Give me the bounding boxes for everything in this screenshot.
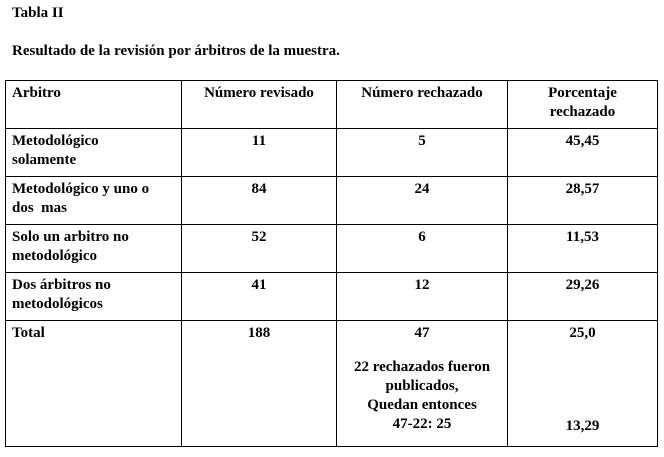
header-porcentaje-line1: Porcentaje [548, 85, 617, 101]
total-porcentaje-value: 25,0 [569, 325, 596, 341]
total-note-line: Quedan entonces [367, 397, 477, 413]
table-header-row [6, 81, 658, 129]
cell-arbitro [6, 129, 182, 177]
cell-arbitro-line2: solamente [12, 152, 77, 168]
cell-arbitro-line2: metodológicos [12, 296, 103, 312]
header-numero-rechazado: Número rechazado [337, 81, 508, 129]
total-note-line: publicados, [385, 378, 459, 394]
total-note-line: 47-22: 25 [392, 416, 452, 432]
table-row [6, 177, 658, 225]
header-porcentaje-line2: rechazado [549, 104, 616, 120]
cell-arbitro-line1: Metodológico y uno o [12, 181, 150, 197]
cell-porcentaje: 45,45 [508, 129, 658, 177]
cell-numero-revisado: 52 [182, 225, 337, 273]
cell-arbitro-line1: Metodológico [12, 133, 99, 149]
table-row [6, 273, 658, 321]
table-caption-number: Tabla II [12, 5, 64, 21]
cell-arbitro [6, 273, 182, 321]
cell-arbitro [6, 177, 182, 225]
header-porcentaje-rechazado [508, 81, 658, 129]
cell-porcentaje: 29,26 [508, 273, 658, 321]
cell-numero-revisado: 41 [182, 273, 337, 321]
table-row [6, 225, 658, 273]
cell-total-porcentaje [508, 321, 658, 447]
total-numero-rechazado-value: 47 [414, 325, 430, 341]
table-row [6, 129, 658, 177]
total-note-line: 22 rechazados fueron [353, 359, 491, 375]
cell-numero-revisado: 84 [182, 177, 337, 225]
cell-numero-rechazado: 24 [337, 177, 508, 225]
table-caption-title: Resultado de la revisión por árbitros de la muestra. [12, 43, 340, 59]
cell-porcentaje: 11,53 [508, 225, 658, 273]
cell-total-numero-rechazado [337, 321, 508, 447]
cell-arbitro-line1: Solo un arbitro no [12, 229, 129, 245]
results-table [5, 80, 658, 447]
cell-arbitro-line1: Dos árbitros no [12, 277, 111, 293]
cell-arbitro [6, 225, 182, 273]
total-note [343, 358, 501, 434]
cell-arbitro-line2: metodológico [12, 248, 97, 264]
cell-numero-revisado: 11 [182, 129, 337, 177]
cell-numero-rechazado: 12 [337, 273, 508, 321]
table-total-row [6, 321, 658, 447]
total-porcentaje-final: 13,29 [565, 418, 600, 434]
cell-total-label: Total [6, 321, 182, 447]
cell-numero-rechazado: 5 [337, 129, 508, 177]
cell-arbitro-line2: dos mas [12, 200, 68, 216]
header-numero-revisado: Número revisado [182, 81, 337, 129]
header-arbitro: Arbitro [6, 81, 182, 129]
cell-total-numero-revisado: 188 [182, 321, 337, 447]
cell-numero-rechazado: 6 [337, 225, 508, 273]
cell-porcentaje: 28,57 [508, 177, 658, 225]
